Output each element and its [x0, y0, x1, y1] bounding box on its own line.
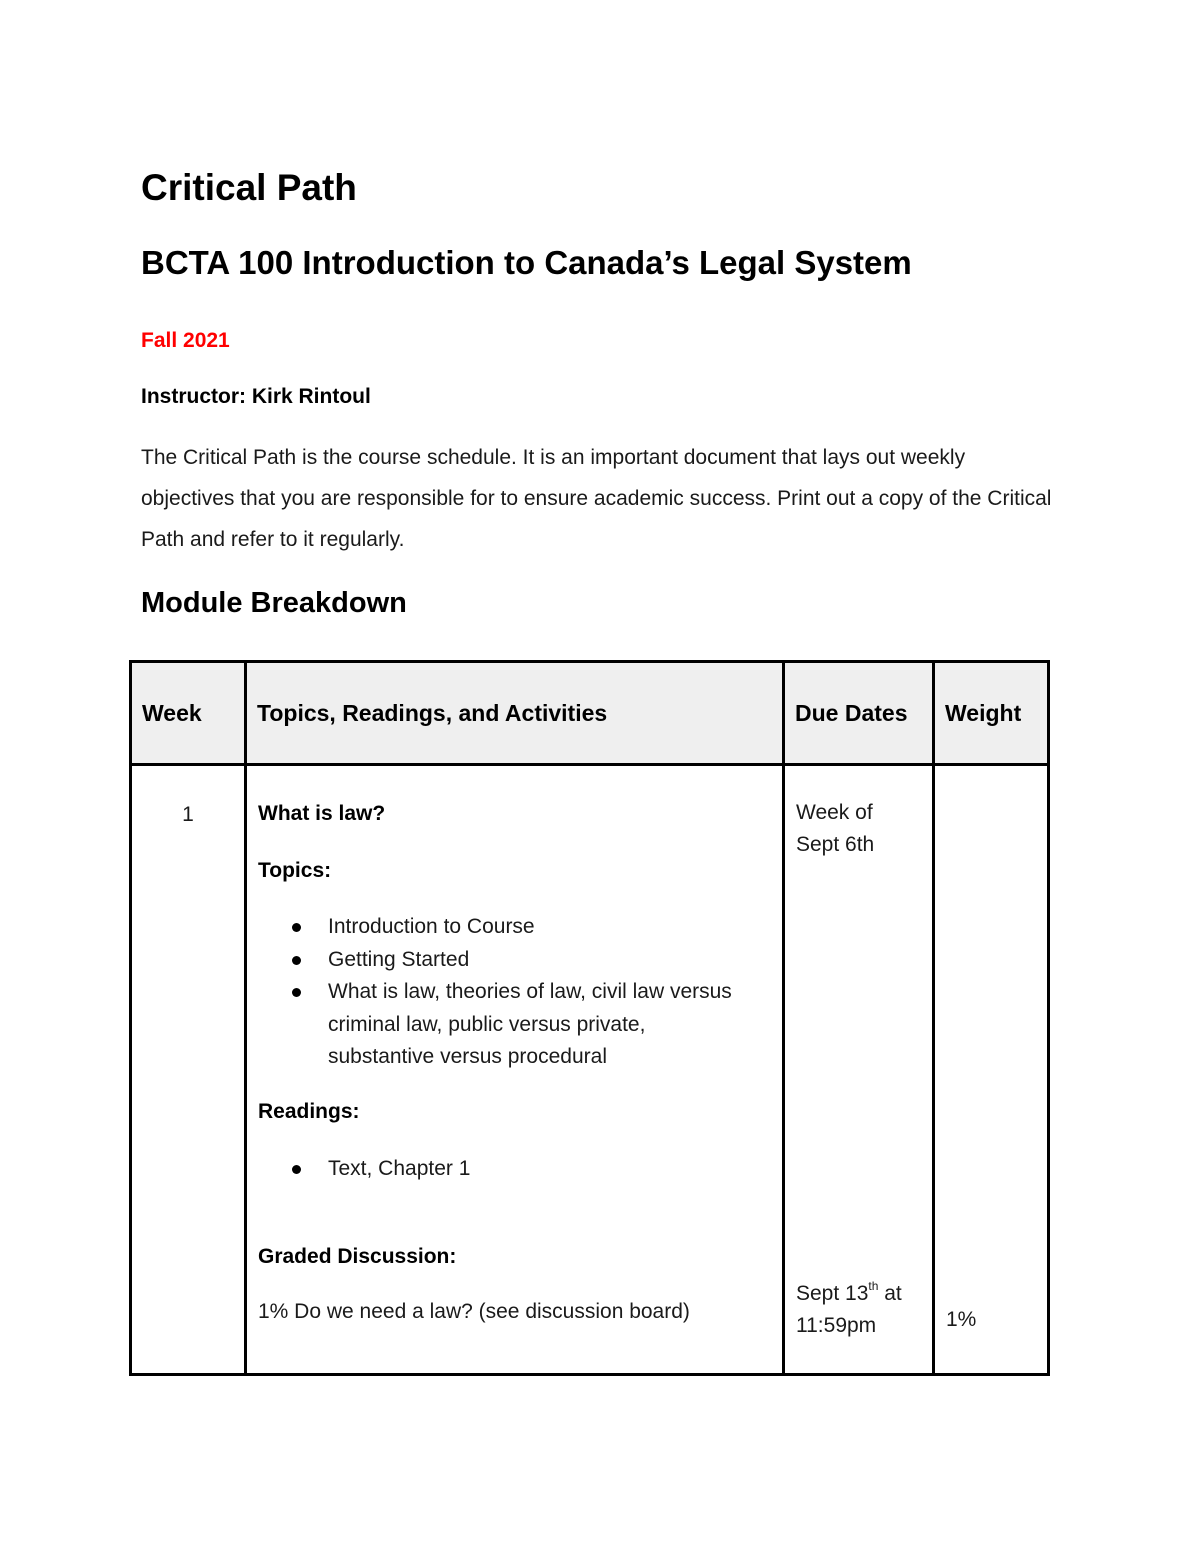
list-item: What is law, theories of law, civil law versus criminal law, public versus private, substantive versus procedural	[258, 976, 738, 1074]
graded-discussion-text: 1% Do we need a law? (see discussion board)	[258, 1300, 690, 1323]
topics-label: Topics:	[258, 859, 332, 882]
bullet-icon	[292, 1165, 301, 1174]
bullet-icon	[292, 923, 301, 932]
list-item: Getting Started	[258, 944, 738, 977]
list-item: Introduction to Course	[258, 911, 738, 944]
due-discussion-date	[796, 1278, 902, 1342]
list-item: Text, Chapter 1	[258, 1153, 738, 1186]
due-dates-cell	[784, 765, 934, 1375]
due-week-line2: Sept 6th	[796, 833, 875, 856]
intro-paragraph: The Critical Path is the course schedule. It is an important document that lays out weekly objectives that you are responsible for to ensure academic success. Print out a copy of the Critical Path and refer to it regularly.	[141, 446, 1052, 551]
header-week: Week	[131, 662, 246, 765]
due-discussion-line2: 11:59pm	[796, 1314, 877, 1337]
readings-list	[258, 1153, 738, 1186]
header-topics: Topics, Readings, and Activities	[246, 662, 784, 765]
course-title: BCTA 100 Introduction to Canada’s Legal System	[141, 244, 912, 281]
graded-discussion-label: Graded Discussion:	[258, 1245, 457, 1268]
weight-value: 1%	[946, 1308, 977, 1331]
topics-list	[258, 911, 738, 1074]
table-row	[131, 765, 1049, 1375]
bullet-icon	[292, 956, 301, 965]
due-discussion-line1: Sept 13th at	[796, 1279, 902, 1305]
module-breakdown-heading: Module Breakdown	[141, 587, 407, 619]
week-cell	[131, 765, 246, 1375]
document-title: Critical Path	[141, 167, 357, 208]
weight-cell	[934, 765, 1049, 1375]
topics-cell	[246, 765, 784, 1375]
readings-label: Readings:	[258, 1100, 360, 1123]
header-due-dates: Due Dates	[784, 662, 934, 765]
table-header-row	[131, 662, 1049, 765]
bullet-icon	[292, 988, 301, 997]
week-number: 1	[182, 803, 194, 826]
module-title: What is law?	[258, 802, 386, 825]
header-weight: Weight	[934, 662, 1049, 765]
due-week-of	[796, 797, 874, 861]
term-label: Fall 2021	[141, 329, 230, 352]
instructor-label: Instructor: Kirk Rintoul	[141, 385, 371, 408]
due-week-line1: Week of	[796, 801, 873, 824]
module-breakdown-table	[129, 660, 1050, 1376]
